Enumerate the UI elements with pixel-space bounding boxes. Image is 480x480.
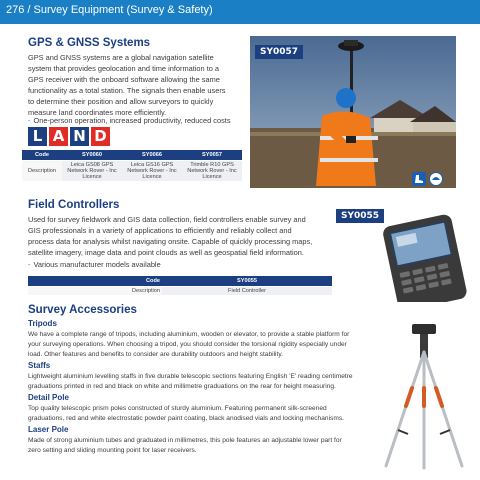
page-header-title: 276 / Survey Equipment (Survey & Safety): [6, 4, 213, 16]
boot-icon: [412, 172, 426, 186]
hardhat-icon: [429, 172, 443, 186]
table-row-label: Description: [22, 161, 62, 182]
table-cell: Field Controller: [162, 287, 332, 296]
laser-pole-title: Laser Pole: [28, 425, 69, 434]
table-cell: Trimble R10 GPS Network Rover - Inc Licence: [182, 161, 242, 182]
field-table: [28, 276, 332, 295]
gps-code-badge: SY0057: [255, 45, 303, 59]
staffs-text: Lightweight aluminium levelling staffs in five durable telescopic sections featuring English 'E' reading centimetre graduations printed in red and black on white and millimetre graduations on the rear for height measuring.: [28, 373, 353, 390]
laser-pole-text: Made of strong aluminium tubes and graduated in millimetres, this pole features an adjustable lower part for zero setting and sliding mounting point for laser receivers.: [28, 437, 342, 454]
gps-bullet: - One-person operation, increased productivity, reduced costs: [28, 116, 231, 125]
tripods-text: We have a complete range of tripods, including aluminium, wooden or elevator, to provide a stable platform for your surveying operations. When choosing a tripod, you should consider the torsional rigidity especially under load. Other features and benefits to consider are durability outdoors and height stability.: [28, 331, 350, 358]
land-logo: [28, 127, 110, 146]
page-header: [0, 0, 480, 24]
table-cell: Leica GS16 GPS Network Rover - Inc Licence: [122, 161, 182, 182]
land-letter: D: [91, 127, 110, 146]
controller-photo: [368, 206, 476, 302]
gps-heading: GPS & GNSS Systems: [28, 37, 151, 49]
field-heading: Field Controllers: [28, 199, 120, 211]
land-letter: N: [70, 127, 89, 146]
table-header: Code: [28, 276, 162, 287]
tripods-title: Tripods: [28, 319, 57, 328]
field-bullet: - Various manufacturer models available: [28, 260, 161, 269]
land-letter: A: [49, 127, 68, 146]
table-header: Code: [22, 150, 62, 161]
table-row-label: Description: [28, 287, 162, 296]
field-code-badge: SY0055: [336, 209, 384, 223]
gps-paragraph: GPS and GNSS systems are a global navigation satellite system that provides geolocation and time information to a GPS receiver with the onboard software allowing the same functionality as a total station. The signals then enable users to determine their position and allow surveyors to quickly measure land coordinates more efficiently.: [28, 53, 226, 117]
tripod-photo: [374, 318, 474, 474]
table-header: SY0057: [182, 150, 242, 161]
land-letter: L: [28, 127, 47, 146]
table-header: SY0066: [122, 150, 182, 161]
field-paragraph: Used for survey fieldwork and GIS data collection, field controllers enable survey and GIS professionals in a variety of applications to efficiently and reliably collect and process data for analysis whilst navigating onsite. Capable of quickly processing maps, satellite imagery, image data and point clouds as well as geospatial field information.: [28, 215, 313, 257]
staffs-title: Staffs: [28, 361, 51, 370]
gps-table: [22, 150, 242, 181]
detail-pole-text: Top quality telescopic prism poles constructed of sturdy aluminium. Featuring permanent silk-screened graduations, red and white electrostatic powder paint coating, black anodised vials and locking mechanisms.: [28, 405, 344, 422]
table-header: SY0055: [162, 276, 332, 287]
table-header: SY0060: [62, 150, 122, 161]
accessories-heading: Survey Accessories: [28, 304, 137, 316]
detail-pole-title: Detail Pole: [28, 393, 69, 402]
table-cell: Leica GS08 GPS Network Rover - Inc Licence: [62, 161, 122, 182]
